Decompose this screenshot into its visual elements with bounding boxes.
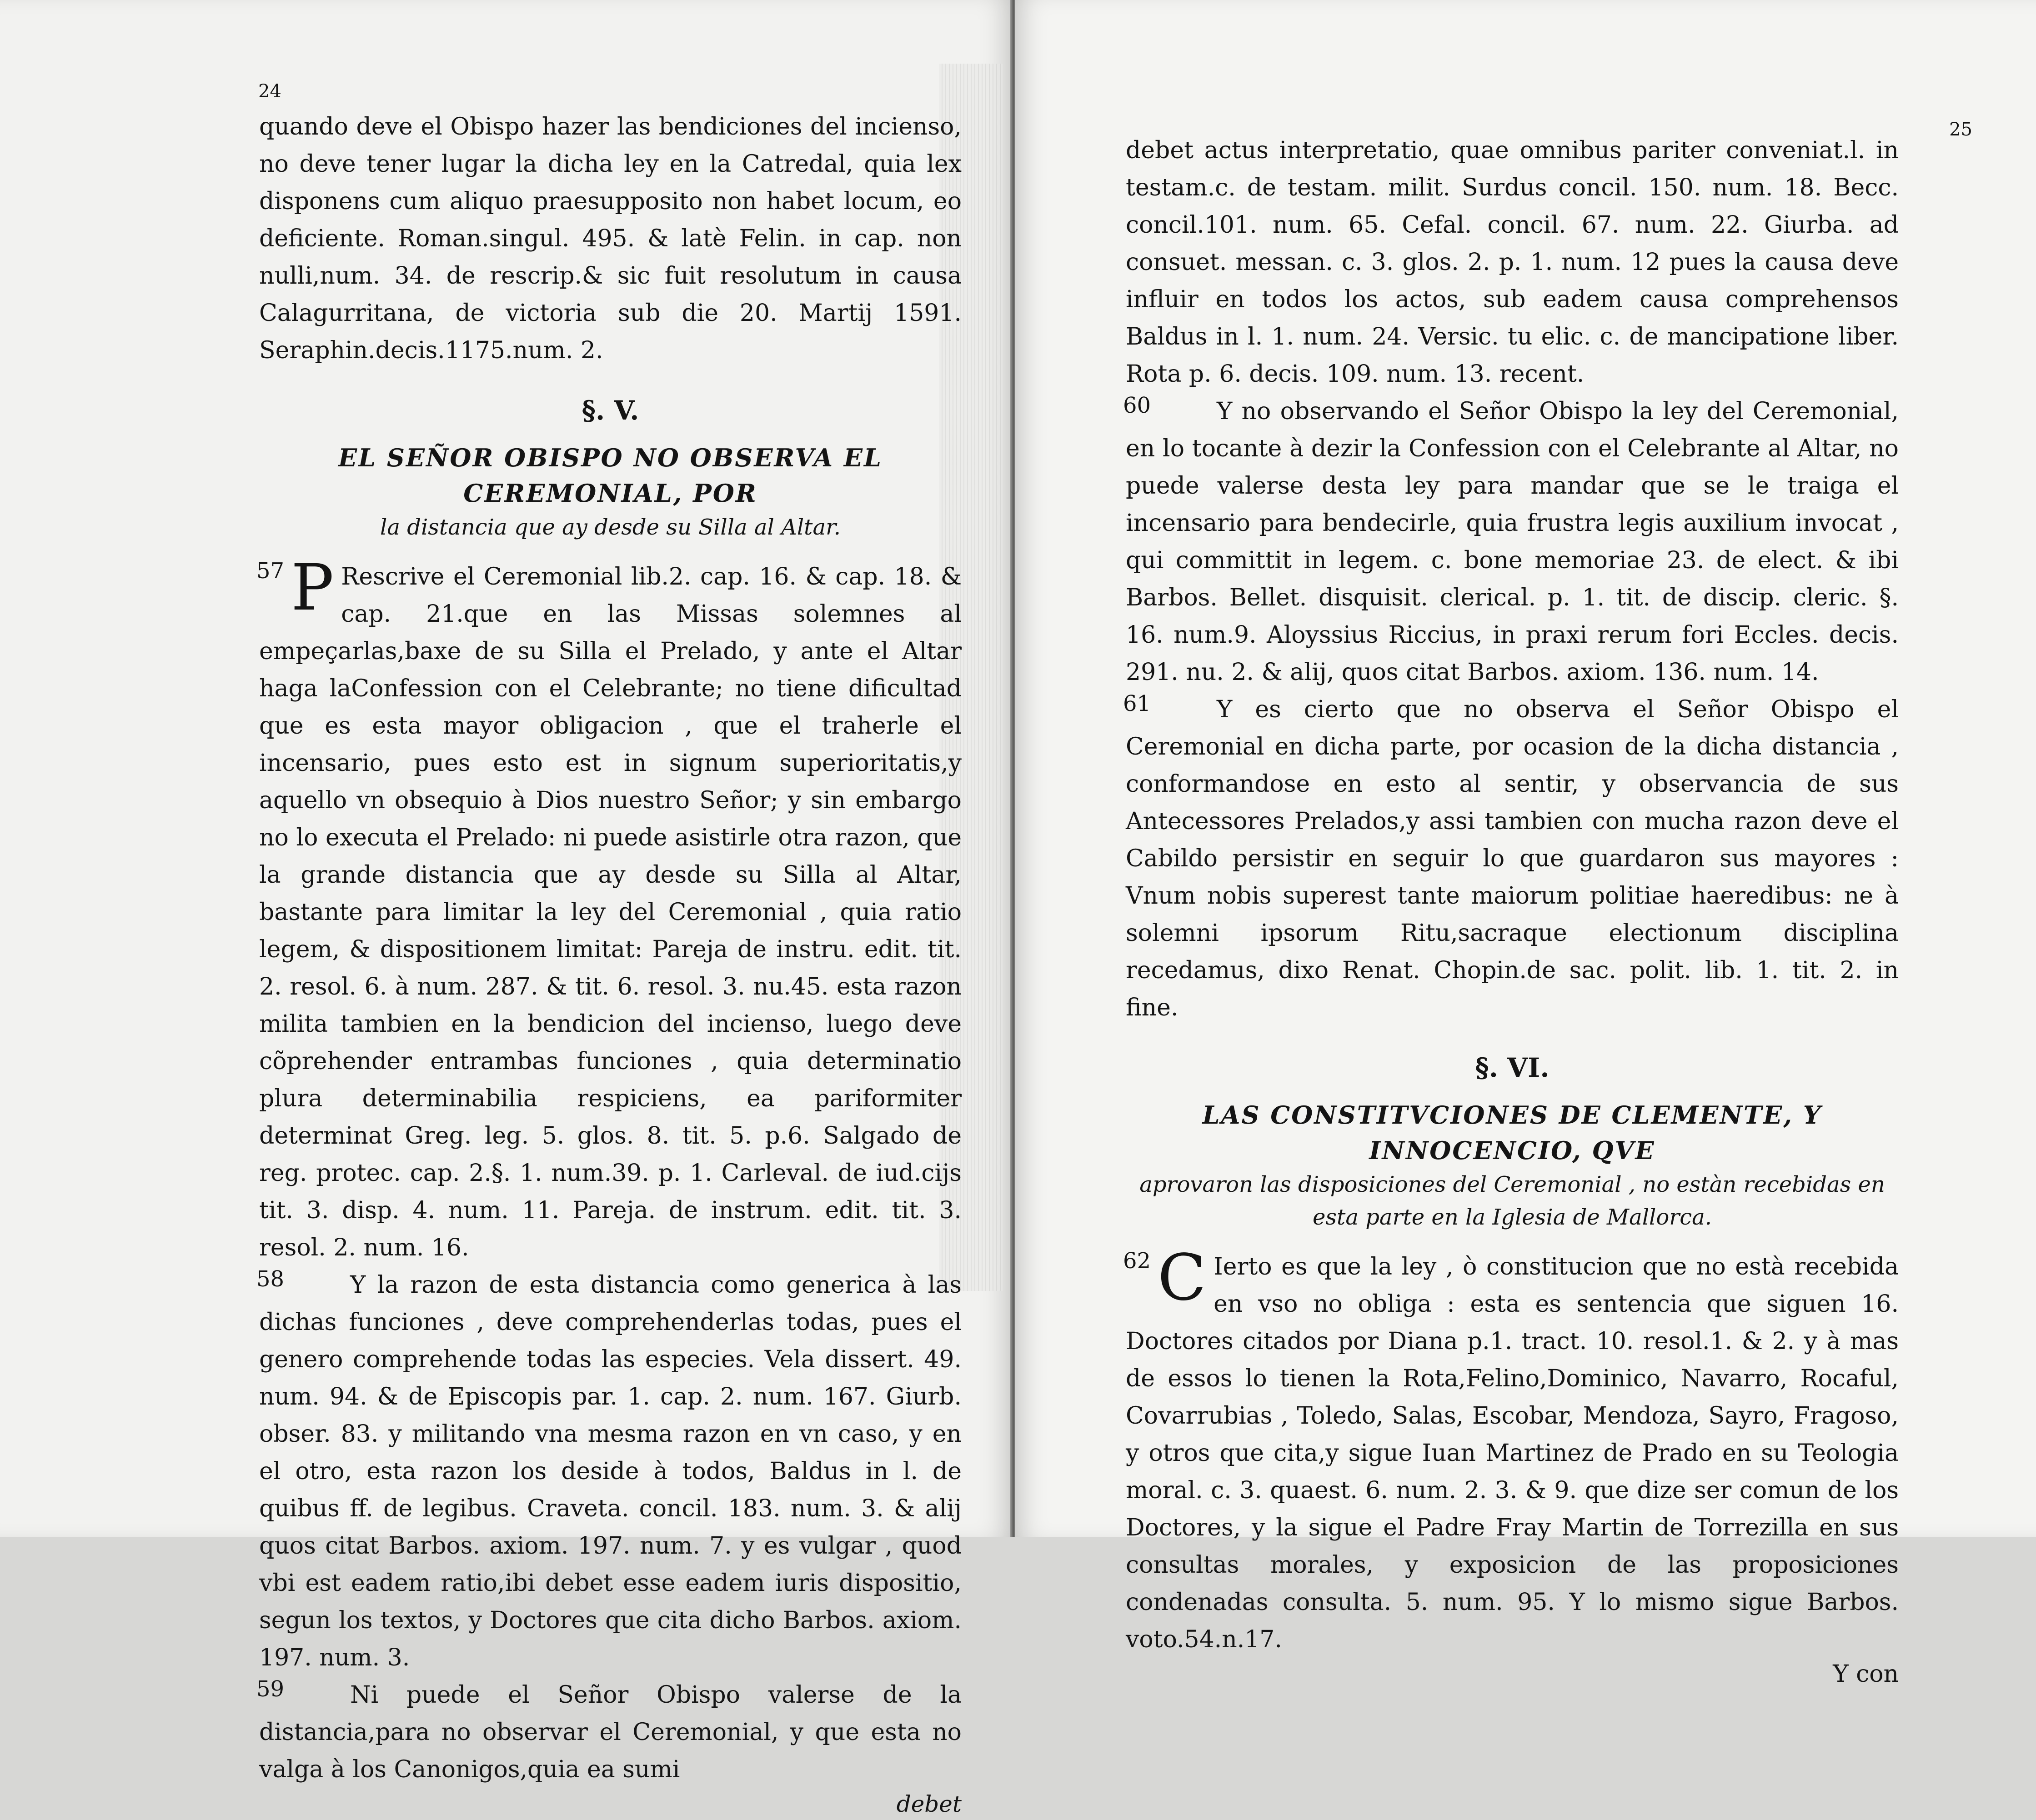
paragraph-62 — [1123, 1241, 1899, 1658]
left-page — [0, 0, 1012, 1817]
paragraph-number: 62 — [1123, 1248, 1151, 1274]
right-page — [1015, 0, 2036, 1688]
right-opening-paragraph: debet actus interpretatio, quae omnibus pariter conveniat.l. in testam.c. de testam. milit. Surdus concil. 150. num. 18. Becc. concil.101. num. 65. Cefal. concil. 67. num. 22. Giurba. ad consuet. messan. c. 3. glos. 2. p. 1. num. 12 pues la causa deve influir en todos los actos, sub eadem causa comprehensos Baldus in l. 1. num. 24. Versic. tu elic. c. de mancipatione liber. Rota p. 6. decis. 109. num. 13. recent. — [1126, 137, 1899, 388]
paragraph-text: Y la razon de esta distancia como generica à las dichas funciones , deve comprehenderlas todas, pues el genero comprehende todas las especies. Vela dissert. 49. num. 94. & de Episcopis par. 1. cap. 2. num. 167. Giurb. obser. 83. y militando vna mesma razon en vn caso, y en el otro, esta razon los deside à todos, Baldus in l. de quibus ff. de legibus. Craveta. concil. 183. num. 3. & alij quos citat Barbos. axiom. 197. num. 7. y es vulgar , quod vbi est eadem ratio,ibi debet esse eadem iuris dispositio, segun los textos, y Doctores que cita dicho Barbos. axiom. 197. num. 3. — [259, 1271, 962, 1671]
paragraph-59 — [256, 1676, 962, 1788]
paragraph-57 — [256, 551, 962, 1266]
paragraph-number: 61 — [1123, 691, 1151, 716]
paragraph-text: Y es cierto que no observa el Señor Obispo el Ceremonial en dicha parte, por ocasion de la dicha distancia , conformandose en esto al sentir, y observancia de sus Antecessores Prelados,y assi tambien con mucha razon deve el Cabildo persistir en seguir lo que guardaron sus mayores : Vnum nobis superest tante maiorum politiae haeredibus: ne à solemni ipsorum Ritu,sacraque electionum disciplina recedamus, dixo Renat. Chopin.de sac. polit. lib. 1. tit. 2. in fine. — [1126, 696, 1899, 1021]
paragraph-number: 57 — [256, 558, 285, 584]
paragraph-text: Ierto es que la ley , ò constitucion que no està recebida en vso no obliga : esta es sentencia que siguen 16. Doctores citados por Diana p.1. tract. 10. resol.1. & 2. y à mas de essos lo tienen la Rota,Felino,Dominico, Navarro, Rocaful, Covarrubias , Toledo, Salas, Escobar, Mendoza, Sayro, Fragoso, y otros que cita,y sigue Iuan Martinez de Prado en su Teologia moral. c. 3. quaest. 6. num. 2. 3. & 9. que dize ser comun de los Doctores, y la sigue el Padre Fray Martin de Torrezilla en sus consultas morales, y exposicion de las proposiciones condenadas consulta. 5. num. 95. Y lo mismo sigue Barbos. voto.54.n.17. — [1126, 1253, 1899, 1653]
paragraph-text: Y no observando el Señor Obispo la ley del Ceremonial, en lo tocante à dezir la Confession con el Celebrante al Altar, no puede valerse desta ley para mandar que se le traiga el incensario para bendecirle, quia frustra legis auxilium invocat , qui committit in legem. c. bone memoriae 23. de elect. & ibi Barbos. Bellet. disquisit. clerical. p. 1. tit. de discip. cleric. §. 16. num.9. Aloyssius Riccius, in praxi rerum fori Eccles. decis. 291. nu. 2. & alij, quos citat Barbos. axiom. 136. num. 14. — [1126, 398, 1899, 686]
right-text-column — [1123, 132, 1899, 1690]
page-number-right: 25 — [1949, 119, 1972, 140]
catchword-left: debet — [896, 1791, 962, 1817]
paragraph-60 — [1123, 393, 1899, 691]
paragraph-number: 59 — [256, 1676, 285, 1702]
section-title-vi: LAS CONSTITVCIONES DE CLEMENTE, Y INNOCENCIO, QVE — [1202, 1100, 1822, 1165]
section-subtitle-v: la distancia que ay desde su Silla al Altar. — [380, 515, 841, 540]
section-mark-vi: §. VI. — [1475, 1052, 1550, 1083]
paragraph-61 — [1123, 691, 1899, 1026]
catchword-right: Y con — [1833, 1660, 1899, 1688]
paragraph-text: Ni puede el Señor Obispo valerse de la distancia,para no observar el Ceremonial, y que esta no valga à los Canonigos,quia ea sumi — [259, 1681, 962, 1783]
paragraph-number: 58 — [256, 1266, 285, 1292]
drop-cap: C — [1158, 1241, 1207, 1315]
paragraph-number: 60 — [1123, 393, 1151, 418]
paragraph-58 — [256, 1266, 962, 1676]
section-subtitle-vi: aprovaron las disposiciones del Ceremonial , no estàn recebidas en esta parte en la Iglesia de Mallorca. — [1139, 1172, 1885, 1230]
section-title-v: EL SEÑOR OBISPO NO OBSERVA EL CEREMONIAL, POR — [338, 443, 883, 508]
left-opening-paragraph: quando deve el Obispo hazer las bendiciones del incienso, no deve tener lugar la dicha ley en la Catredal, quia lex disponens cum aliquo praesupposito non habet locum, eo deficiente. Roman.singul. 495. & latè Felin. in cap. non nulli,num. 34. de rescrip.& sic fuit resolutum in causa Calagurritana, de victoria sub die 20. Martij 1591. Seraphin.decis.1175.num. 2. — [259, 113, 962, 364]
left-text-column — [256, 108, 962, 1820]
paragraph-text: Rescrive el Ceremonial lib.2. cap. 16. & cap. 18. & cap. 21.que en las Missas solemnes al empeçarlas,baxe de su Silla el Prelado, y ante el Altar haga laConfession con el Celebrante; no tiene dificultad que es esta mayor obligacion , que el traherle el incensario, pues esto est in signum superioritatis,y aquello vn obsequio à Dios nuestro Señor; y sin embargo no lo executa el Prelado: ni puede asistirle otra razon, que la grande distancia que ay desde su Silla al Altar, bastante para limitar la ley del Ceremonial , quia ratio legem, & dispositionem limitat: Pareja de instru. edit. tit. 2. resol. 6. à num. 287. & tit. 6. resol. 3. nu.45. esta razon milita tambien en la bendicion del incienso, luego deve cõprehender entrambas funciones , quia determinatio plura determinabilia respiciens, ea pariformiter determinat Greg. leg. 5. glos. 8. tit. 5. p.6. Salgado de reg. protec. cap. 2.§. 1. num.39. p. 1. Carleval. de iud.cijs tit. 3. disp. 4. num. 11. Pareja. de instrum. edit. tit. 3. resol. 2. num. 16. — [259, 563, 962, 1261]
drop-cap: P — [291, 551, 334, 625]
section-mark-v: §. V. — [582, 395, 639, 426]
page-number-left: 24 — [258, 81, 281, 102]
